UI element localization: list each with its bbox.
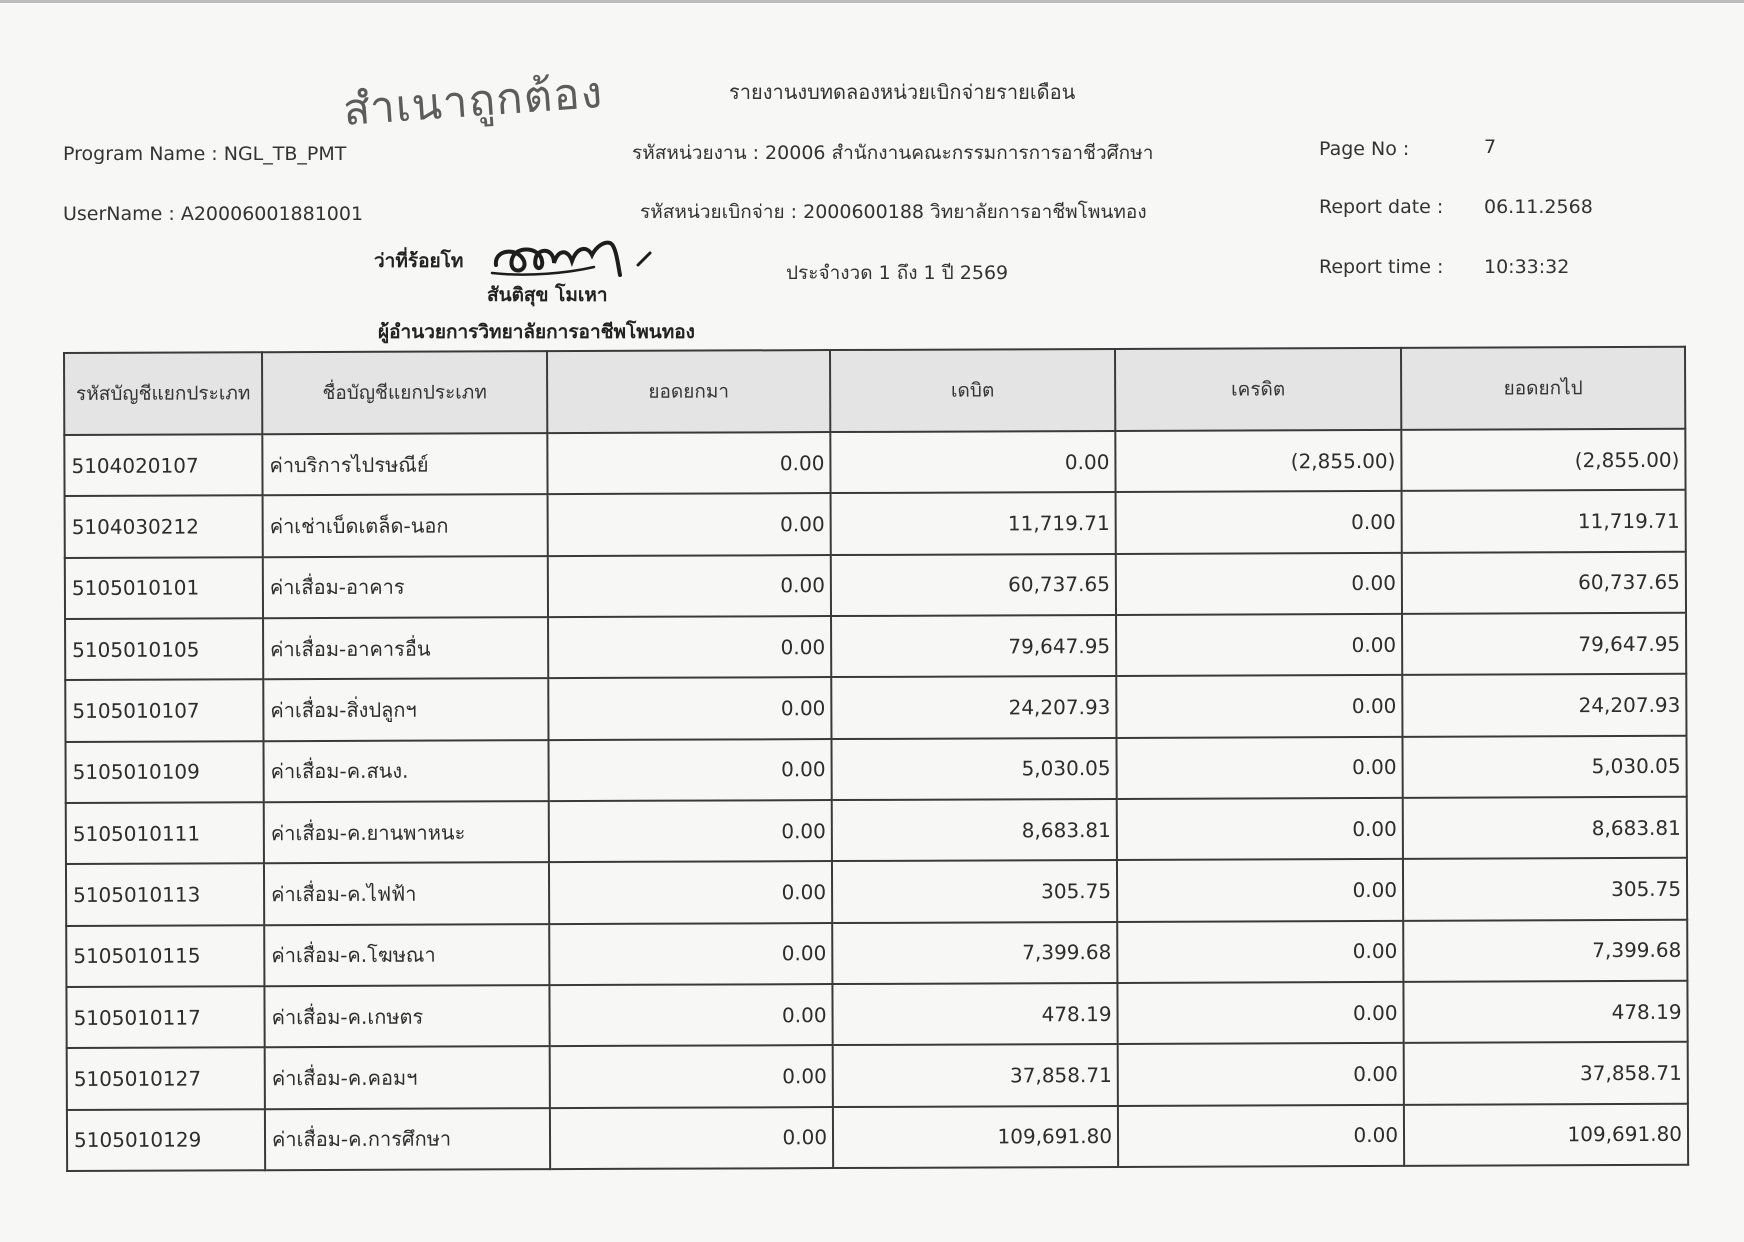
column-header-debit: เดบิต (830, 349, 1115, 432)
page-no-label: Page No : (1319, 138, 1410, 160)
account-code-cell: 5105010101 (65, 557, 263, 619)
table-row (66, 858, 1687, 926)
opening-balance-cell: 0.00 (549, 984, 832, 1046)
opening-balance-cell: 0.00 (548, 616, 831, 678)
debit-cell: 11,719.71 (831, 492, 1116, 554)
account-name-cell: ค่าเสื่อม-ค.โฆษณา (264, 924, 549, 986)
account-name-cell: ค่าเสื่อม-ค.สนง. (263, 740, 548, 802)
credit-cell: 0.00 (1116, 553, 1402, 615)
opening-balance-cell: 0.00 (548, 677, 831, 739)
account-code-cell: 5104020107 (64, 434, 262, 496)
debit-cell: 305.75 (832, 860, 1117, 922)
closing-balance-cell: 109,691.80 (1404, 1103, 1688, 1165)
table-row (66, 919, 1687, 987)
account-code-cell: 5105010105 (65, 618, 263, 680)
debit-cell: 109,691.80 (833, 1106, 1118, 1168)
account-name-cell: ค่าเสื่อม-สิ่งปลูกฯ (263, 678, 548, 740)
closing-balance-cell: 478.19 (1403, 981, 1687, 1043)
credit-cell: 0.00 (1118, 1043, 1404, 1105)
debit-cell: 37,858.71 (833, 1044, 1118, 1106)
opening-balance-cell: 0.00 (548, 555, 831, 617)
closing-balance-cell: 8,683.81 (1403, 797, 1687, 859)
account-code-cell: 5104030212 (65, 496, 263, 558)
table-row (67, 1042, 1688, 1110)
debit-cell: 478.19 (832, 983, 1117, 1045)
report-period: ประจำงวด 1 ถึง 1 ปี 2569 (786, 262, 1009, 284)
credit-cell: 0.00 (1117, 982, 1403, 1044)
ledger-table-body (64, 429, 1688, 1171)
closing-balance-cell: 5,030.05 (1402, 735, 1686, 797)
account-name-cell: ค่าเสื่อม-อาคาร (263, 556, 548, 618)
credit-cell: 0.00 (1117, 859, 1403, 921)
account-name-cell: ค่าเสื่อม-ค.ยานพาหนะ (264, 801, 549, 863)
debit-cell: 5,030.05 (831, 738, 1116, 800)
debit-cell: 0.00 (830, 431, 1115, 493)
credit-cell: 0.00 (1116, 737, 1402, 799)
opening-balance-cell: 0.00 (549, 861, 832, 923)
scan-edge (0, 0, 1744, 3)
opening-balance-cell: 0.00 (547, 432, 830, 494)
user-name: UserName : A20006001881001 (63, 203, 364, 225)
page-no-value: 7 (1484, 136, 1497, 158)
account-code-cell: 5105010109 (65, 741, 263, 803)
column-header-account-name: ชื่อบัญชีแยกประเภท (262, 351, 547, 434)
account-name-cell: ค่าเสื่อม-ค.คอมฯ (265, 1046, 550, 1108)
opening-balance-cell: 0.00 (550, 1107, 833, 1169)
signature-icon (488, 235, 673, 285)
signatory-rank: ว่าที่ร้อยโท (374, 250, 464, 272)
column-header-account-code: รหัสบัญชีแยกประเภท (64, 352, 262, 435)
account-name-cell: ค่าเสื่อม-ค.การศึกษา (265, 1108, 550, 1170)
debit-cell: 24,207.93 (831, 676, 1116, 738)
report-date-value: 06.11.2568 (1484, 196, 1593, 218)
account-code-cell: 5105010111 (66, 802, 264, 864)
opening-balance-cell: 0.00 (548, 739, 831, 801)
report-title: รายงานงบทดลองหน่วยเบิกจ่ายรายเดือน (729, 80, 1076, 104)
credit-cell: 0.00 (1116, 491, 1402, 553)
account-name-cell: ค่าเสื่อม-ค.ไฟฟ้า (264, 862, 549, 924)
table-row (65, 490, 1686, 558)
table-row (65, 674, 1686, 742)
account-code-cell: 5105010129 (67, 1109, 265, 1171)
ledger-table-header (64, 347, 1685, 435)
table-row (67, 1103, 1688, 1171)
column-header-opening-balance: ยอดยกมา (547, 350, 830, 433)
debit-cell: 8,683.81 (832, 799, 1117, 861)
program-name: Program Name : NGL_TB_PMT (63, 143, 347, 165)
signatory-position: ผู้อำนวยการวิทยาลัยการอาชีพโพนทอง (378, 321, 695, 343)
disbursing-unit-code: รหัสหน่วยเบิกจ่าย : 2000600188 วิทยาลัยการอาชีพโพนทอง (640, 201, 1147, 223)
table-row (65, 735, 1686, 803)
table-row (65, 551, 1686, 619)
closing-balance-cell: 60,737.65 (1402, 551, 1686, 613)
credit-cell: 0.00 (1117, 920, 1403, 982)
closing-balance-cell: 7,399.68 (1403, 919, 1687, 981)
report-time-value: 10:33:32 (1484, 256, 1570, 278)
credit-cell: 0.00 (1116, 675, 1402, 737)
table-row (64, 429, 1685, 497)
column-header-closing-balance: ยอดยกไป (1401, 347, 1685, 430)
signatory-name: สันติสุข โมเหา (487, 284, 608, 306)
closing-balance-cell: (2,855.00) (1401, 429, 1685, 491)
report-time-label: Report time : (1319, 256, 1444, 278)
column-header-credit: เครดิต (1115, 348, 1401, 431)
account-name-cell: ค่าเช่าเบ็ดเตล็ด-นอก (263, 494, 548, 556)
debit-cell: 7,399.68 (832, 922, 1117, 984)
credit-cell: (2,855.00) (1115, 430, 1401, 492)
account-name-cell: ค่าเสื่อม-ค.เกษตร (264, 985, 549, 1047)
credit-cell: 0.00 (1116, 614, 1402, 676)
opening-balance-cell: 0.00 (548, 493, 831, 555)
account-code-cell: 5105010127 (67, 1048, 265, 1110)
account-code-cell: 5105010113 (66, 864, 264, 926)
ledger-table (63, 346, 1689, 1172)
certified-copy-stamp: สำเนาถูกต้อง (341, 66, 605, 137)
report-date-label: Report date : (1319, 196, 1444, 218)
closing-balance-cell: 305.75 (1403, 858, 1687, 920)
credit-cell: 0.00 (1118, 1104, 1404, 1166)
agency-code: รหัสหน่วยงาน : 20006 สำนักงานคณะกรรมการการอาชีวศึกษา (632, 142, 1154, 164)
closing-balance-cell: 79,647.95 (1402, 613, 1686, 675)
account-code-cell: 5105010115 (66, 925, 264, 987)
header-row (64, 347, 1685, 435)
closing-balance-cell: 11,719.71 (1402, 490, 1686, 552)
account-code-cell: 5105010107 (65, 680, 263, 742)
opening-balance-cell: 0.00 (549, 800, 832, 862)
account-name-cell: ค่าเสื่อม-อาคารอื่น (263, 617, 548, 679)
table-row (65, 613, 1686, 681)
closing-balance-cell: 24,207.93 (1402, 674, 1686, 736)
account-code-cell: 5105010117 (66, 986, 264, 1048)
debit-cell: 79,647.95 (831, 615, 1116, 677)
table-row (66, 797, 1687, 865)
opening-balance-cell: 0.00 (549, 923, 832, 985)
credit-cell: 0.00 (1117, 798, 1403, 860)
opening-balance-cell: 0.00 (550, 1045, 833, 1107)
debit-cell: 60,737.65 (831, 554, 1116, 616)
table-row (66, 981, 1687, 1049)
account-name-cell: ค่าบริการไปรษณีย์ (262, 433, 547, 495)
closing-balance-cell: 37,858.71 (1404, 1042, 1688, 1104)
